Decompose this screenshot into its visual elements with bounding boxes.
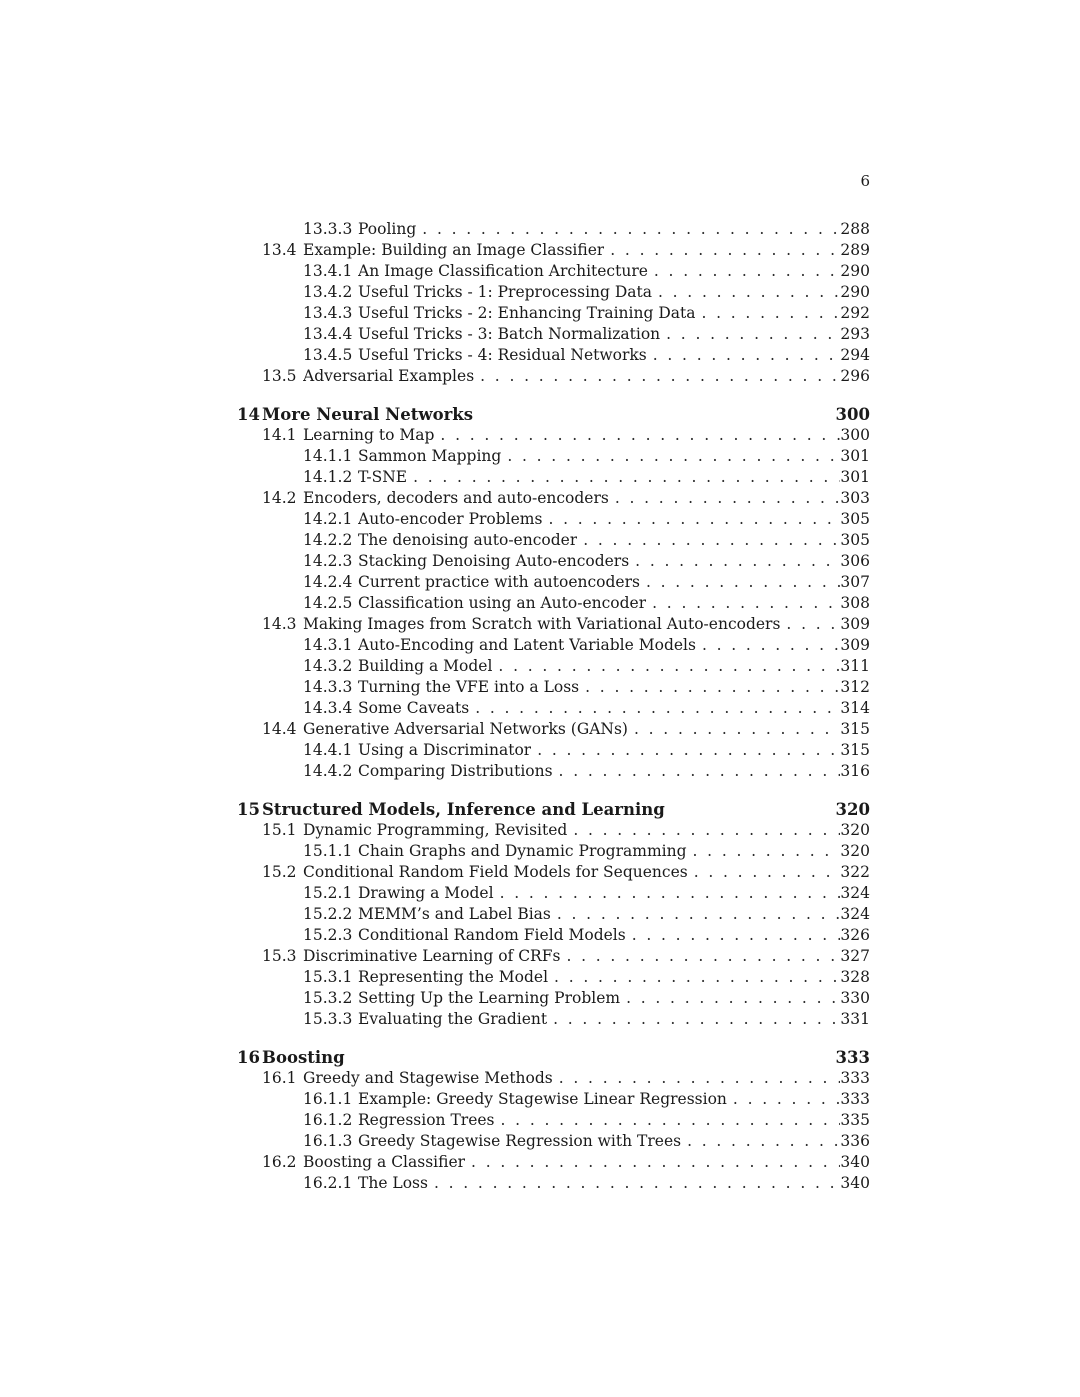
toc-subsection-entry[interactable] (237, 740, 870, 761)
toc-subsection-entry[interactable] (237, 1089, 870, 1110)
toc-entry-title: Evaluating the Gradient (358, 1010, 548, 1028)
toc-entry-page: 331 (840, 1010, 870, 1028)
toc-entry-title: Building a Model (358, 657, 493, 675)
toc-entry-title: The Loss (358, 1174, 428, 1192)
toc-entry-page: 305 (840, 531, 870, 549)
toc-entry-title: Structured Models, Inference and Learning (262, 800, 665, 819)
toc-entry-page: 312 (840, 678, 870, 696)
dot-leader (495, 1110, 841, 1131)
toc-subsection-entry[interactable] (237, 593, 870, 614)
toc-entry-page: 328 (840, 968, 870, 986)
toc-entry-number: 16.2.1 (303, 1174, 353, 1192)
toc-subsection-entry[interactable] (237, 698, 870, 719)
toc-entry-page: 316 (840, 762, 870, 780)
dot-leader (407, 467, 840, 488)
dot-leader (531, 740, 840, 761)
dot-leader (465, 1152, 840, 1173)
dot-leader (609, 488, 841, 509)
toc-entry-number: 13.4.3 (303, 304, 353, 322)
toc-subsection-entry[interactable] (237, 572, 870, 593)
toc-entry-number: 15.2.2 (303, 905, 353, 923)
toc-entry-number: 15.2.1 (303, 884, 353, 902)
toc-subsection-entry[interactable] (237, 446, 870, 467)
toc-subsection-entry[interactable] (237, 1131, 870, 1152)
dot-leader (695, 303, 840, 324)
toc-entry-number: 14.3.3 (303, 678, 353, 696)
toc-entry-number: 14.1.1 (303, 447, 353, 465)
toc-entry-title: Encoders, decoders and auto-encoders (303, 489, 609, 507)
toc-chapter-entry[interactable] (237, 799, 870, 820)
toc-subsection-entry[interactable] (237, 1173, 870, 1194)
toc-chapter-entry[interactable] (237, 1047, 870, 1068)
dot-leader (548, 967, 840, 988)
toc-subsection-entry[interactable] (237, 261, 870, 282)
dot-leader (660, 324, 840, 345)
toc-entry-title: Example: Building an Image Classifier (303, 241, 605, 259)
toc-section-entry[interactable] (237, 488, 870, 509)
toc-entry-title: T-SNE (358, 468, 408, 486)
toc-entry-number: 15.3.2 (303, 989, 353, 1007)
toc-entry-number: 15.1.1 (303, 842, 353, 860)
dot-leader (553, 761, 841, 782)
dot-leader (780, 614, 840, 635)
toc-subsection-entry[interactable] (237, 530, 870, 551)
toc-entry-title: Conditional Random Field Models for Sequences (303, 863, 688, 881)
toc-entry-number: 16.1.1 (303, 1090, 353, 1108)
toc-entry-title: Representing the Model (358, 968, 549, 986)
toc-entry-title: Chain Graphs and Dynamic Programming (358, 842, 687, 860)
toc-entry-page: 333 (835, 1048, 870, 1067)
toc-entry-page: 301 (840, 468, 870, 486)
toc-entry-title: Generative Adversarial Networks (GANs) (303, 720, 628, 738)
toc-entry-title: Auto-encoder Problems (358, 510, 543, 528)
toc-entry-title: Making Images from Scratch with Variational Auto-encoders (303, 615, 781, 633)
toc-subsection-entry[interactable] (237, 677, 870, 698)
dot-leader (688, 862, 841, 883)
toc-subsection-entry[interactable] (237, 925, 870, 946)
toc-entry-number: 15.2 (262, 863, 297, 881)
dot-leader (553, 1068, 841, 1089)
toc-section-entry[interactable] (237, 366, 870, 387)
dot-leader (474, 366, 840, 387)
toc-entry-number: 15.3.1 (303, 968, 353, 986)
toc-entry-page: 324 (840, 905, 870, 923)
toc-entry-page: 333 (840, 1090, 870, 1108)
dot-leader (640, 572, 840, 593)
dot-leader (560, 946, 840, 967)
dot-leader (629, 551, 840, 572)
toc-entry-number: 14.2 (262, 489, 297, 507)
toc-entry-page: 330 (840, 989, 870, 1007)
toc-subsection-entry[interactable] (237, 1009, 870, 1030)
toc-entry-title: An Image Classification Architecture (358, 262, 648, 280)
toc-section-entry[interactable] (237, 946, 870, 967)
toc-entry-number: 13.4 (262, 241, 297, 259)
toc-subsection-entry[interactable] (237, 967, 870, 988)
toc-entry-page: 340 (840, 1174, 870, 1192)
dot-leader (626, 925, 841, 946)
toc-entry-number: 14.2.1 (303, 510, 353, 528)
toc-entry-number: 14.2.5 (303, 594, 353, 612)
dot-leader (469, 698, 840, 719)
toc-entry-page: 294 (840, 346, 870, 364)
toc-entry-title: Drawing a Model (358, 884, 494, 902)
toc-entry-number: 14.4.2 (303, 762, 353, 780)
toc-entry-page: 322 (840, 863, 870, 881)
toc-entry-page: 324 (840, 884, 870, 902)
toc-entry-number: 14.4.1 (303, 741, 353, 759)
toc-subsection-entry[interactable] (237, 761, 870, 782)
toc-entry-page: 308 (840, 594, 870, 612)
toc-subsection-entry[interactable] (237, 219, 870, 240)
toc-entry-title: Classification using an Auto-encoder (358, 594, 647, 612)
toc-entry-title: Turning the VFE into a Loss (358, 678, 580, 696)
toc-entry-title: Useful Tricks - 3: Batch Normalization (358, 325, 661, 343)
toc-chapter-entry[interactable] (237, 404, 870, 425)
toc-entry-page: 314 (840, 699, 870, 717)
dot-leader (577, 530, 840, 551)
dot-leader (416, 219, 840, 240)
toc-entry-page: 315 (840, 720, 870, 738)
toc-entry-page: 311 (840, 657, 870, 675)
toc-section-entry[interactable] (237, 614, 870, 635)
toc-entry-title: Stacking Denoising Auto-encoders (358, 552, 630, 570)
toc-entry-page: 301 (840, 447, 870, 465)
dot-leader (579, 677, 840, 698)
toc-section-entry[interactable] (237, 820, 870, 841)
toc-subsection-entry[interactable] (237, 345, 870, 366)
toc-entry-number: 14.3 (262, 615, 297, 633)
toc-entry-title: Learning to Map (303, 426, 435, 444)
toc-entry-number: 14 (237, 405, 260, 424)
toc-section-entry[interactable] (237, 1068, 870, 1089)
toc-entry-page: 327 (840, 947, 870, 965)
toc-entry-number: 16.1.3 (303, 1132, 353, 1150)
toc-entry-page: 309 (840, 615, 870, 633)
toc-entry-number: 15.1 (262, 821, 297, 839)
toc-entry-page: 320 (840, 821, 870, 839)
toc-entry-title: Boosting (262, 1048, 345, 1067)
toc-entry-page: 320 (840, 842, 870, 860)
table-of-contents (237, 219, 870, 1194)
toc-entry-number: 14.3.4 (303, 699, 353, 717)
toc-entry-title: Boosting a Classifier (303, 1153, 466, 1171)
toc-entry-page: 303 (840, 489, 870, 507)
toc-entry-number: 16.1.2 (303, 1111, 353, 1129)
toc-entry-title: Example: Greedy Stagewise Linear Regression (358, 1090, 727, 1108)
toc-entry-page: 290 (840, 283, 870, 301)
toc-entry-number: 16.1 (262, 1069, 297, 1087)
toc-subsection-entry[interactable] (237, 841, 870, 862)
toc-entry-title: Dynamic Programming, Revisited (303, 821, 568, 839)
toc-entry-number: 15 (237, 800, 260, 819)
toc-entry-title: Regression Trees (358, 1111, 495, 1129)
toc-subsection-entry[interactable] (237, 467, 870, 488)
toc-entry-page: 340 (840, 1153, 870, 1171)
toc-entry-title: Setting Up the Learning Problem (358, 989, 621, 1007)
toc-entry-page: 309 (840, 636, 870, 654)
toc-section-entry[interactable] (237, 425, 870, 446)
toc-entry-page: 315 (840, 741, 870, 759)
toc-entry-number: 15.3.3 (303, 1010, 353, 1028)
toc-entry-title: Useful Tricks - 4: Residual Networks (358, 346, 647, 364)
toc-entry-number: 15.3 (262, 947, 297, 965)
dot-leader (604, 240, 840, 261)
toc-entry-page: 300 (835, 405, 870, 424)
toc-subsection-entry[interactable] (237, 635, 870, 656)
toc-subsection-entry[interactable] (237, 303, 870, 324)
dot-leader (620, 988, 840, 1009)
dot-leader (628, 719, 840, 740)
toc-subsection-entry[interactable] (237, 988, 870, 1009)
toc-entry-page: 290 (840, 262, 870, 280)
toc-entry-title: Pooling (358, 220, 417, 238)
dot-leader (551, 904, 841, 925)
toc-subsection-entry[interactable] (237, 656, 870, 677)
toc-entry-title: Auto-Encoding and Latent Variable Models (358, 636, 696, 654)
toc-entry-number: 14.2.3 (303, 552, 353, 570)
toc-subsection-entry[interactable] (237, 551, 870, 572)
dot-leader (648, 261, 841, 282)
dot-leader (547, 1009, 840, 1030)
toc-entry-number: 13.3.3 (303, 220, 353, 238)
toc-entry-title: Useful Tricks - 1: Preprocessing Data (358, 283, 652, 301)
toc-entry-number: 16 (237, 1048, 260, 1067)
toc-entry-page: 336 (840, 1132, 870, 1150)
dot-leader (567, 820, 840, 841)
dot-leader (542, 509, 840, 530)
toc-entry-title: Sammon Mapping (358, 447, 502, 465)
dot-leader (428, 1173, 840, 1194)
dot-leader (696, 635, 840, 656)
toc-entry-title: Conditional Random Field Models (358, 926, 626, 944)
toc-entry-title: Greedy and Stagewise Methods (303, 1069, 553, 1087)
toc-entry-title: Some Caveats (358, 699, 470, 717)
toc-entry-title: Comparing Distributions (358, 762, 553, 780)
toc-entry-number: 16.2 (262, 1153, 297, 1171)
toc-entry-page: 293 (840, 325, 870, 343)
toc-entry-page: 296 (840, 367, 870, 385)
toc-entry-number: 13.4.2 (303, 283, 353, 301)
toc-entry-page: 333 (840, 1069, 870, 1087)
toc-entry-page: 320 (835, 800, 870, 819)
toc-entry-page: 307 (840, 573, 870, 591)
dot-leader (494, 883, 841, 904)
toc-subsection-entry[interactable] (237, 282, 870, 303)
toc-entry-page: 292 (840, 304, 870, 322)
toc-entry-number: 14.3.1 (303, 636, 353, 654)
toc-entry-title: Using a Discriminator (358, 741, 532, 759)
toc-section-entry[interactable] (237, 719, 870, 740)
toc-entry-page: 289 (840, 241, 870, 259)
toc-entry-number: 15.2.3 (303, 926, 353, 944)
toc-entry-number: 13.4.1 (303, 262, 353, 280)
dot-leader (501, 446, 840, 467)
toc-entry-page: 305 (840, 510, 870, 528)
toc-entry-title: MEMM’s and Label Bias (358, 905, 551, 923)
toc-section-entry[interactable] (237, 240, 870, 261)
toc-section-entry[interactable] (237, 862, 870, 883)
toc-entry-number: 14.2.4 (303, 573, 353, 591)
toc-entry-page: 306 (840, 552, 870, 570)
toc-section-entry[interactable] (237, 1152, 870, 1173)
toc-entry-title: The denoising auto-encoder (358, 531, 578, 549)
dot-leader (727, 1089, 840, 1110)
toc-subsection-entry[interactable] (237, 904, 870, 925)
dot-leader (681, 1131, 840, 1152)
toc-entry-page: 326 (840, 926, 870, 944)
toc-entry-number: 14.1.2 (303, 468, 353, 486)
dot-leader (652, 282, 840, 303)
toc-entry-number: 14.3.2 (303, 657, 353, 675)
toc-entry-page: 288 (840, 220, 870, 238)
dot-leader (646, 593, 840, 614)
dot-leader (687, 841, 841, 862)
page-number: 6 (860, 172, 870, 190)
dot-leader (647, 345, 841, 366)
dot-leader (492, 656, 840, 677)
toc-subsection-entry[interactable] (237, 509, 870, 530)
toc-entry-title: Adversarial Examples (303, 367, 475, 385)
toc-entry-title: Discriminative Learning of CRFs (303, 947, 561, 965)
toc-entry-page: 300 (840, 426, 870, 444)
toc-entry-number: 14.1 (262, 426, 297, 444)
dot-leader (434, 425, 840, 446)
toc-subsection-entry[interactable] (237, 324, 870, 345)
toc-entry-number: 14.4 (262, 720, 297, 738)
toc-entry-title: Useful Tricks - 2: Enhancing Training Data (358, 304, 696, 322)
toc-entry-page: 335 (840, 1111, 870, 1129)
toc-entry-title: Current practice with autoencoders (358, 573, 640, 591)
toc-subsection-entry[interactable] (237, 1110, 870, 1131)
toc-entry-number: 13.5 (262, 367, 297, 385)
toc-subsection-entry[interactable] (237, 883, 870, 904)
toc-entry-number: 14.2.2 (303, 531, 353, 549)
toc-entry-title: More Neural Networks (262, 405, 474, 424)
toc-entry-number: 13.4.5 (303, 346, 353, 364)
toc-entry-title: Greedy Stagewise Regression with Trees (358, 1132, 682, 1150)
toc-entry-number: 13.4.4 (303, 325, 353, 343)
